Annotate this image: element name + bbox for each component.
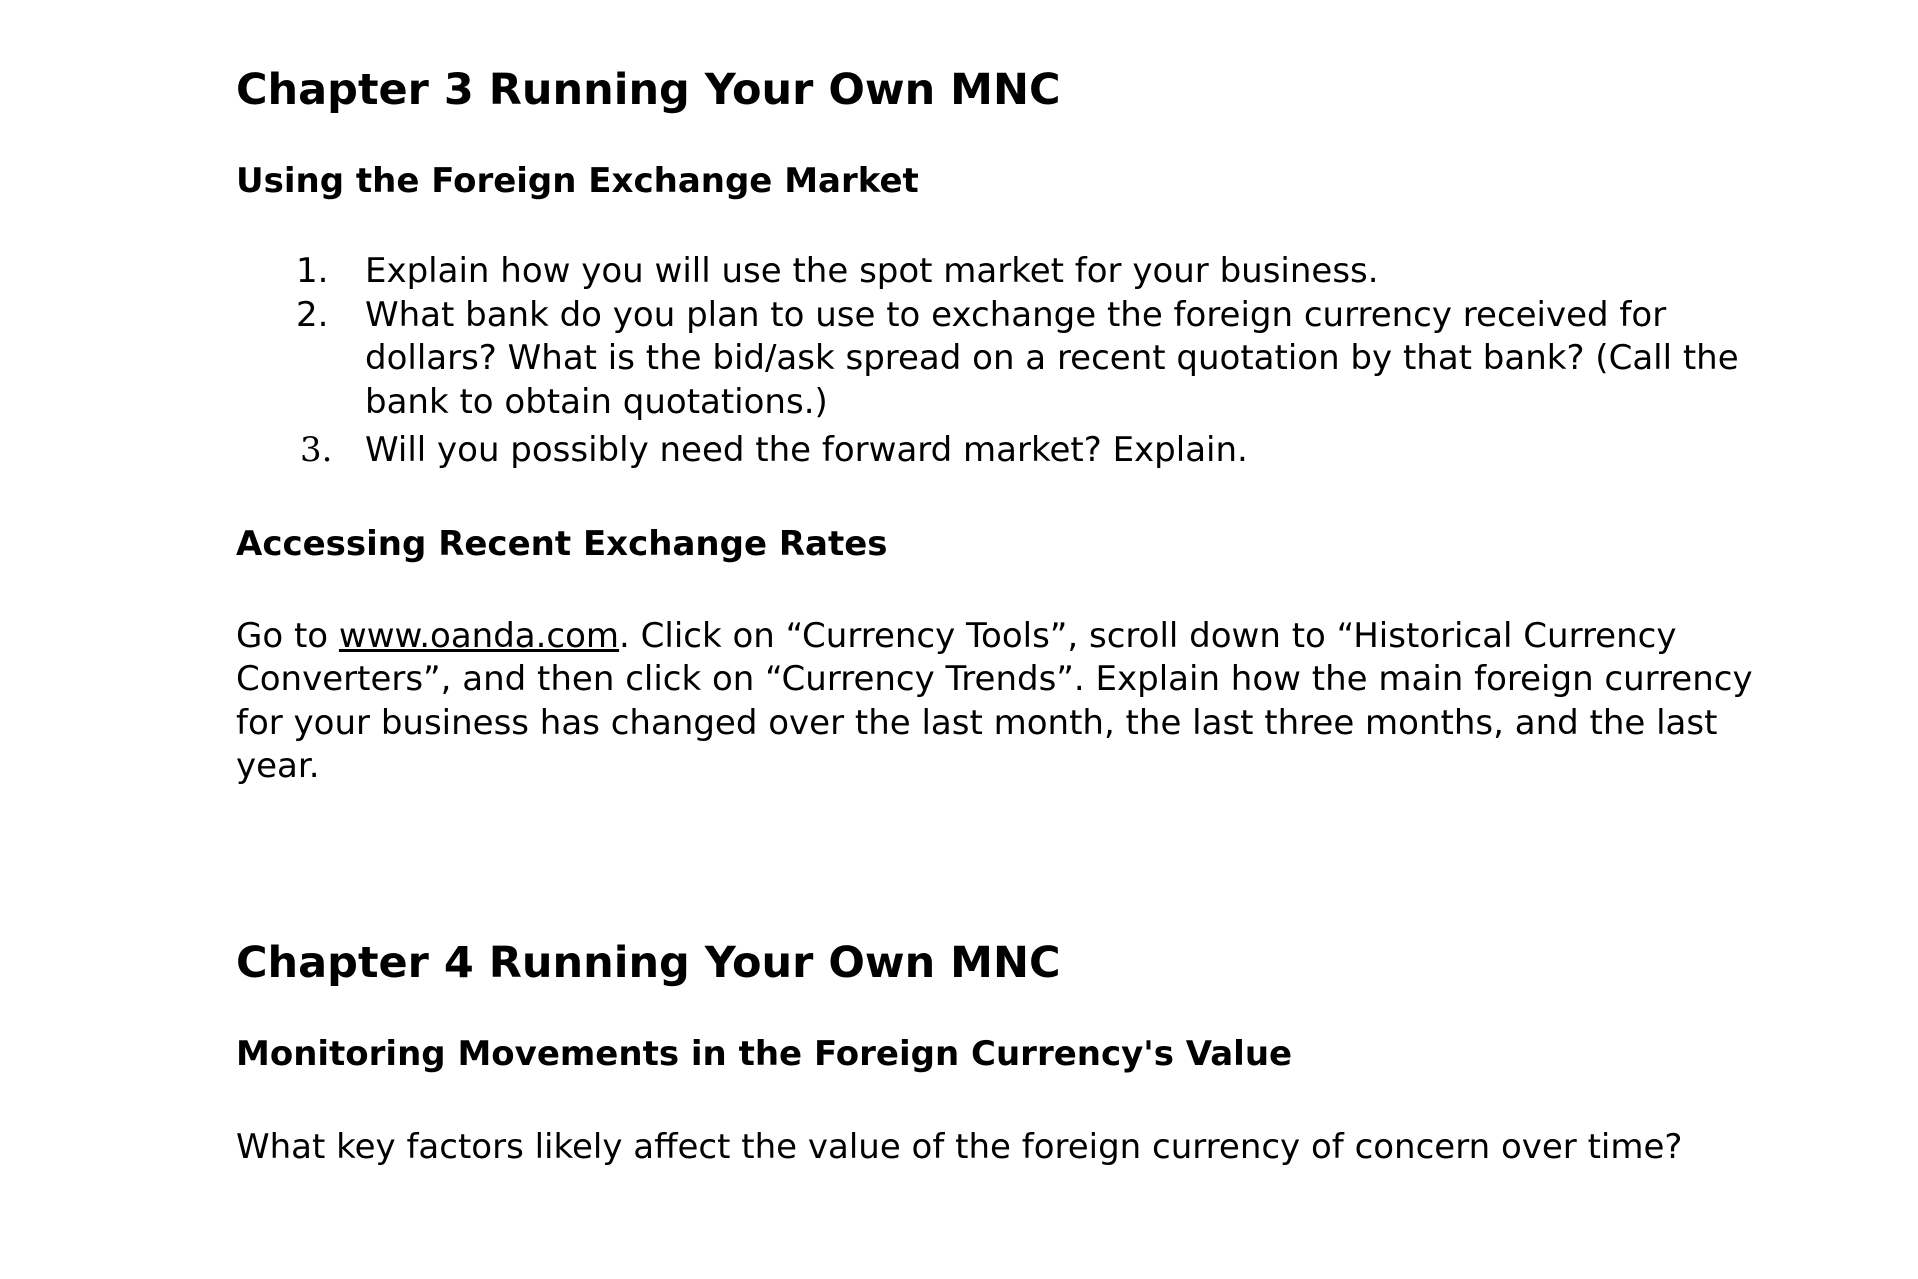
section-heading-monitoring-movements: Monitoring Movements in the Foreign Currency's Value bbox=[236, 1033, 1293, 1074]
question-item bbox=[236, 250, 1796, 294]
oanda-link[interactable]: www.oanda.com bbox=[338, 615, 620, 656]
question-item bbox=[236, 294, 1796, 425]
question-text: Explain how you will use the spot market for your business. bbox=[365, 251, 1379, 291]
document-page bbox=[236, 62, 1796, 1169]
section-heading-foreign-exchange-market: Using the Foreign Exchange Market bbox=[236, 161, 919, 201]
question-number: 3. bbox=[300, 430, 333, 470]
section-heading-accessing-exchange-rates: Accessing Recent Exchange Rates bbox=[236, 523, 888, 564]
question-text: Will you possibly need the forward market? Explain. bbox=[365, 430, 1248, 470]
key-factors-question: What key factors likely affect the value of the foreign currency of concern over time? bbox=[236, 1126, 1683, 1167]
instructions-paragraph bbox=[236, 615, 1796, 789]
question-number: 2. bbox=[296, 294, 329, 335]
chapter-4-title: Chapter 4 Running Your Own MNC bbox=[236, 937, 1061, 988]
question-number: 1. bbox=[296, 251, 329, 291]
question-item bbox=[236, 429, 1796, 473]
question-list bbox=[236, 250, 1796, 473]
question-text: What bank do you plan to use to exchange the foreign currency received for dollars? What is the bid/ask spread on a recent quotation by that bank? (Call the bank to obtain quotations.) bbox=[365, 294, 1739, 422]
paragraph-text-before-link: Go to bbox=[236, 615, 339, 656]
chapter-3-title: Chapter 3 Running Your Own MNC bbox=[236, 65, 1061, 115]
paragraph-text-after-link: . Click on “Currency Tools”, scroll down to “Historical Currency Converters”, and then click on “Currency Trends”. Explain how the main foreign currency for your business has changed over the last month, the last three months, and the last year. bbox=[236, 615, 1753, 786]
